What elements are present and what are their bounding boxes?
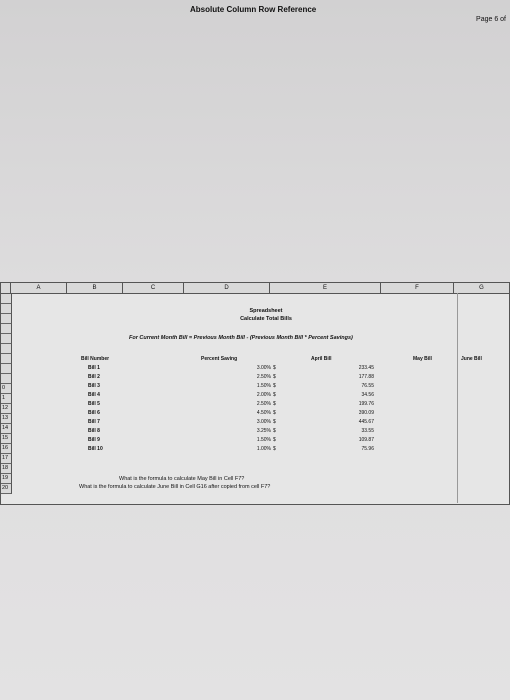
percent-cell[interactable]: 2.50% xyxy=(256,374,271,380)
bill-name: Bill 10 xyxy=(88,446,103,452)
april-amount[interactable]: 390.09 xyxy=(358,410,374,416)
percent-cell[interactable]: 3.00% xyxy=(256,365,271,371)
bill-number-header: Bill Number xyxy=(81,356,110,362)
question-may-bill: What is the formula to calculate May Bill in Cell F7? xyxy=(119,476,245,482)
bill-name: Bill 9 xyxy=(88,437,100,443)
dollar-sign: $ xyxy=(273,446,276,452)
april-bill-header: April Bill xyxy=(311,356,332,362)
column-header-e[interactable]: E xyxy=(270,283,381,294)
dollar-sign: $ xyxy=(273,383,276,389)
row-number[interactable] xyxy=(1,334,12,344)
page-label: Page 6 of xyxy=(476,16,506,23)
percent-cell[interactable]: 4.50% xyxy=(256,410,271,416)
dollar-sign: $ xyxy=(273,401,276,407)
june-bill-header: June Bill xyxy=(461,356,482,362)
row-number[interactable]: 15 xyxy=(1,434,12,444)
dollar-sign: $ xyxy=(273,392,276,398)
may-bill-header: May Bill xyxy=(413,356,432,362)
april-amount[interactable]: 33.55 xyxy=(361,428,374,434)
sheet-heading: Spreadsheet xyxy=(249,308,283,314)
row-number[interactable] xyxy=(1,344,12,354)
april-amount[interactable]: 199.76 xyxy=(358,401,374,407)
row-number[interactable]: 1 xyxy=(1,394,12,404)
april-amount[interactable]: 34.56 xyxy=(361,392,374,398)
row-number[interactable]: 17 xyxy=(1,454,12,464)
april-amount[interactable]: 233.45 xyxy=(358,365,374,371)
document-title: Absolute Column Row Reference xyxy=(190,5,317,14)
row-number[interactable]: 13 xyxy=(1,414,12,424)
dollar-sign: $ xyxy=(273,374,276,380)
bill-name: Bill 4 xyxy=(88,392,100,398)
row-number[interactable] xyxy=(1,304,12,314)
column-header-a[interactable]: A xyxy=(11,283,67,294)
percent-cell[interactable]: 1.00% xyxy=(256,446,271,452)
percent-cell[interactable]: 2.50% xyxy=(256,401,271,407)
column-header-b[interactable]: B xyxy=(67,283,123,294)
column-header-d[interactable]: D xyxy=(184,283,270,294)
row-number[interactable]: 19 xyxy=(1,474,12,484)
spreadsheet xyxy=(0,282,510,505)
dollar-sign: $ xyxy=(273,365,276,371)
row-number[interactable]: 14 xyxy=(1,424,12,434)
april-amount[interactable]: 177.88 xyxy=(358,374,374,380)
question-june-bill: What is the formula to calculate June Bill in Cell G16 after copied from cell F7? xyxy=(79,484,271,490)
dollar-sign: $ xyxy=(273,428,276,434)
bill-name: Bill 3 xyxy=(88,383,100,389)
percent-cell[interactable]: 1.50% xyxy=(256,437,271,443)
row-number[interactable]: 20 xyxy=(1,484,12,494)
row-number[interactable]: 18 xyxy=(1,464,12,474)
dollar-sign: $ xyxy=(273,419,276,425)
column-header-corner xyxy=(1,283,11,294)
formula-description: For Current Month Bill = Previous Month Bill - (Previous Month Bill * Percent Savings) xyxy=(129,335,353,341)
bill-name: Bill 8 xyxy=(88,428,100,434)
bill-name: Bill 6 xyxy=(88,410,100,416)
row-number[interactable]: 12 xyxy=(1,404,12,414)
row-number[interactable]: 16 xyxy=(1,444,12,454)
percent-cell[interactable]: 3.25% xyxy=(256,428,271,434)
bill-name: Bill 5 xyxy=(88,401,100,407)
dollar-sign: $ xyxy=(273,437,276,443)
row-number[interactable] xyxy=(1,364,12,374)
column-header-g[interactable]: G xyxy=(454,283,510,294)
row-number[interactable] xyxy=(1,294,12,304)
april-amount[interactable]: 445.67 xyxy=(358,419,374,425)
gridline xyxy=(457,293,458,503)
sheet-subheading: Calculate Total Bills xyxy=(240,316,292,322)
percent-cell[interactable]: 1.50% xyxy=(256,383,271,389)
row-number[interactable]: 0 xyxy=(1,384,12,394)
percent-saving-header: Percent Saving xyxy=(201,356,238,362)
april-amount[interactable]: 76.55 xyxy=(361,383,374,389)
row-number[interactable] xyxy=(1,354,12,364)
percent-cell[interactable]: 2.00% xyxy=(256,392,271,398)
column-header-c[interactable]: C xyxy=(123,283,184,294)
row-number[interactable] xyxy=(1,374,12,384)
row-number[interactable] xyxy=(1,314,12,324)
april-amount[interactable]: 109.87 xyxy=(358,437,374,443)
row-number[interactable] xyxy=(1,324,12,334)
dollar-sign: $ xyxy=(273,410,276,416)
percent-cell[interactable]: 3.00% xyxy=(256,419,271,425)
bill-name: Bill 2 xyxy=(88,374,100,380)
bill-name: Bill 1 xyxy=(88,365,100,371)
bill-name: Bill 7 xyxy=(88,419,100,425)
column-header-f[interactable]: F xyxy=(381,283,454,294)
april-amount[interactable]: 75.96 xyxy=(361,446,374,452)
